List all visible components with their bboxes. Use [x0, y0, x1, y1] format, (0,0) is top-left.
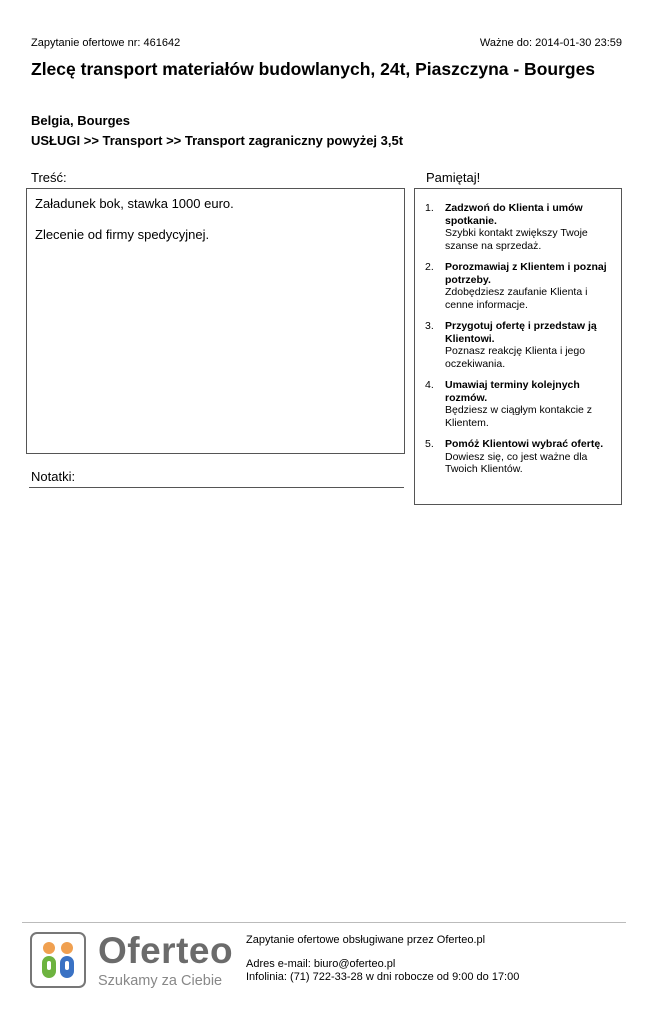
reminder-item-title: Przygotuj ofertę i przedstaw ją Klientowi. [445, 320, 597, 345]
reminder-item-number: 1. [425, 202, 434, 214]
reminder-item-number: 3. [425, 320, 434, 332]
reminder-item-desc: Będziesz w ciągłym kontakcie z Klientem. [445, 404, 593, 429]
oferteo-logo [30, 932, 240, 992]
logo-tagline: Szukamy za Ciebie [98, 973, 223, 989]
logo-figures-icon [32, 934, 84, 986]
reminder-item [425, 379, 611, 429]
page-title: Zlecę transport materiałów budowlanych, 24t, Piaszczyna - Bourges [31, 59, 596, 79]
reminder-item-number: 4. [425, 379, 434, 391]
reminder-item-desc: Poznasz reakcję Klienta i jego oczekiwania. [445, 345, 586, 370]
reminder-label: Pamiętaj! [426, 170, 481, 185]
location: Belgia, Bourges [31, 113, 130, 128]
content-paragraph: Załadunek bok, stawka 1000 euro. [35, 196, 234, 211]
content-label: Treść: [31, 170, 67, 185]
notes-label: Notatki: [31, 469, 76, 484]
reminder-item [425, 261, 611, 311]
reminder-item-title: Porozmawiaj z Klientem i poznaj potrzeby. [445, 261, 607, 286]
footer-email: Adres e-mail: biuro@oferteo.pl [246, 958, 396, 970]
reminder-box [414, 188, 622, 505]
content-paragraph: Zlecenie od firmy spedycyjnej. [35, 227, 210, 242]
reminder-item-title: Umawiaj terminy kolejnych rozmów. [445, 379, 580, 404]
logo-wordmark: Oferteo [98, 930, 234, 971]
footer-hotline: Infolinia: (71) 722-33-28 w dni robocze od 9:00 do 17:00 [246, 971, 520, 983]
reminder-item-title: Pomóż Klientowi wybrać ofertę. [445, 438, 604, 450]
reminder-item [425, 320, 611, 370]
reminder-item-number: 2. [425, 261, 434, 273]
reminder-item [425, 202, 611, 252]
reminder-item-desc: Dowiesz się, co jest ważne dla Twoich Klientów. [445, 450, 588, 475]
reminder-item-desc: Szybki kontakt zwiększy Twoje szanse na sprzedaż. [445, 227, 588, 252]
footer-info [246, 934, 519, 984]
content-box [26, 188, 405, 454]
reminder-list [425, 202, 611, 476]
logo-icon [30, 932, 86, 988]
category-breadcrumb: USŁUGI >> Transport >> Transport zagraniczny powyżej 3,5t [31, 133, 404, 148]
valid-until: Ważne do: 2014-01-30 23:59 [479, 37, 622, 49]
reminder-item-number: 5. [425, 438, 434, 450]
footer-service-line: Zapytanie ofertowe obsługiwane przez Oferteo.pl [246, 934, 486, 946]
reminder-item-title: Zadzwoń do Klienta i umów spotkanie. [445, 202, 583, 227]
reminder-item [425, 438, 611, 476]
reminder-item-desc: Zdobędziesz zaufanie Klienta i cenne informacje. [445, 286, 588, 311]
footer-divider [22, 922, 626, 923]
inquiry-number: Zapytanie ofertowe nr: 461642 [31, 37, 181, 49]
notes-line [29, 487, 404, 488]
